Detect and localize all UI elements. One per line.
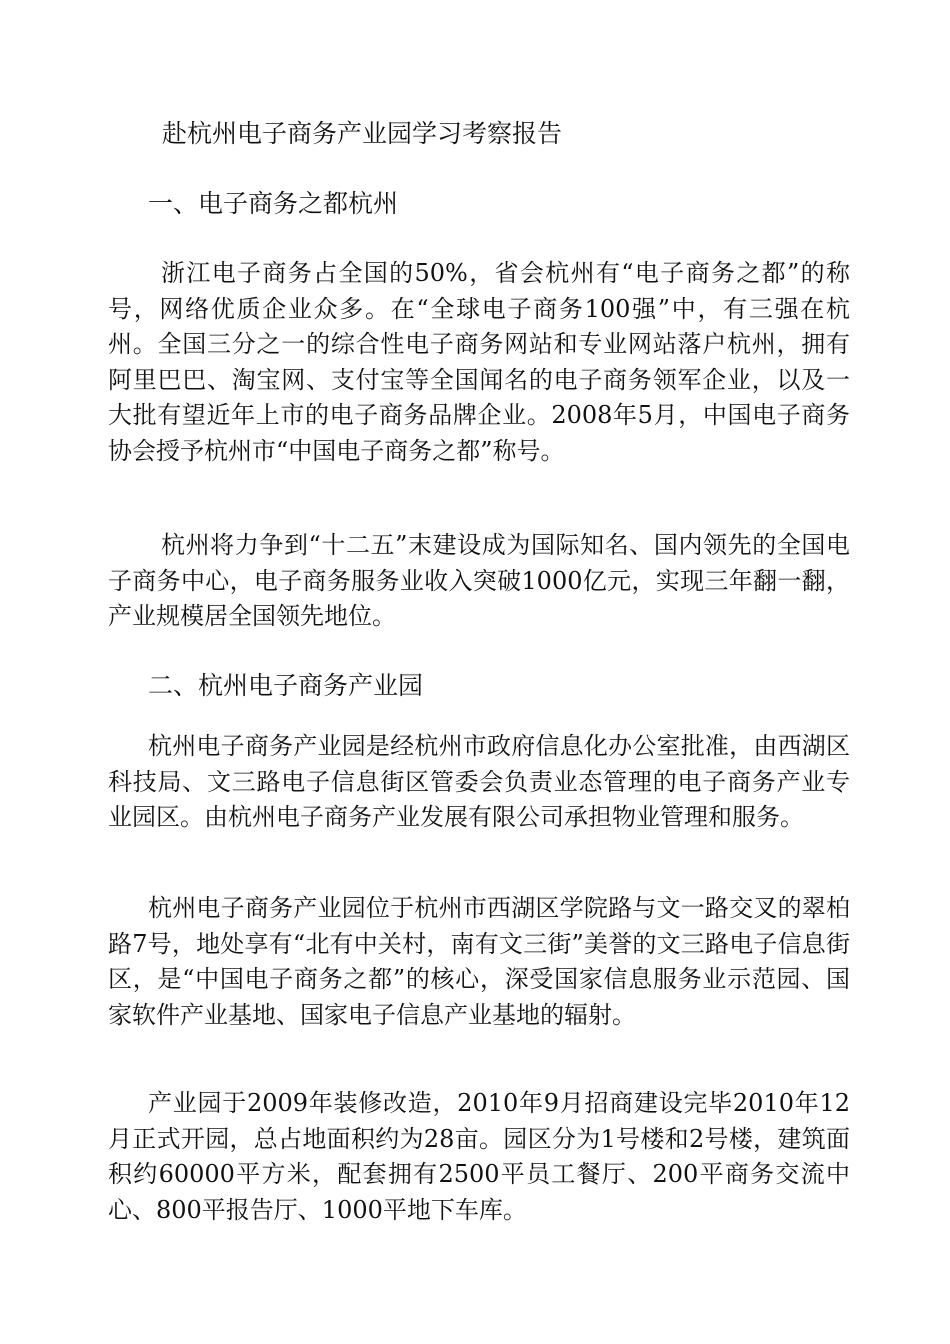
paragraph: 杭州电子商务产业园位于杭州市西湖区学院路与文一路交叉的翠柏路7号，地处享有“北有中关村，南有文三街”美誉的文三路电子信息街区，是“中国电子商务之都”的核心，深受国家信息服务业示范园、国家软件产业基地、国家电子信息产业基地的辐射。 xyxy=(108,894,850,1029)
document-title: 赴杭州电子商务产业园学习考察报告 xyxy=(162,119,563,148)
section-heading-2: 二、杭州电子商务产业园 xyxy=(148,671,424,700)
paragraph: 杭州电子商务产业园是经杭州市政府信息化办公室批准，由西湖区科技局、文三路电子信息街区管委会负责业态管理的电子商务产业专业园区。由杭州电子商务产业发展有限公司承担物业管理和服务。 xyxy=(108,732,850,831)
section-heading-1: 一、电子商务之都杭州 xyxy=(148,189,399,218)
paragraph: 浙江电子商务占全国的50%，省会杭州有“电子商务之都”的称号，网络优质企业众多。在“全球电子商务100强”中，有三强在杭州。全国三分之一的综合性电子商务网站和专业网站落户杭州，拥有阿里巴巴、淘宝网、支付宝等全国闻名的电子商务领军企业，以及一大批有望近年上市的电子商务品牌企业。2008年5月，中国电子商务协会授予杭州市“中国电子商务之都”称号。 xyxy=(108,259,850,465)
paragraph: 产业园于2009年装修改造，2010年9月招商建设完毕2010年12月正式开园，总占地面积约为28亩。园区分为1号楼和2号楼，建筑面积约60000平方米，配套拥有2500平员工餐厅、200平商务交流中心、800平报告厅、1000平地下车库。 xyxy=(108,1089,850,1224)
paragraph: 杭州将力争到“十二五”末建设成为国际知名、国内领先的全国电子商务中心，电子商务服务业收入突破1000亿元，实现三年翻一翻，产业规模居全国领先地位。 xyxy=(108,531,850,630)
